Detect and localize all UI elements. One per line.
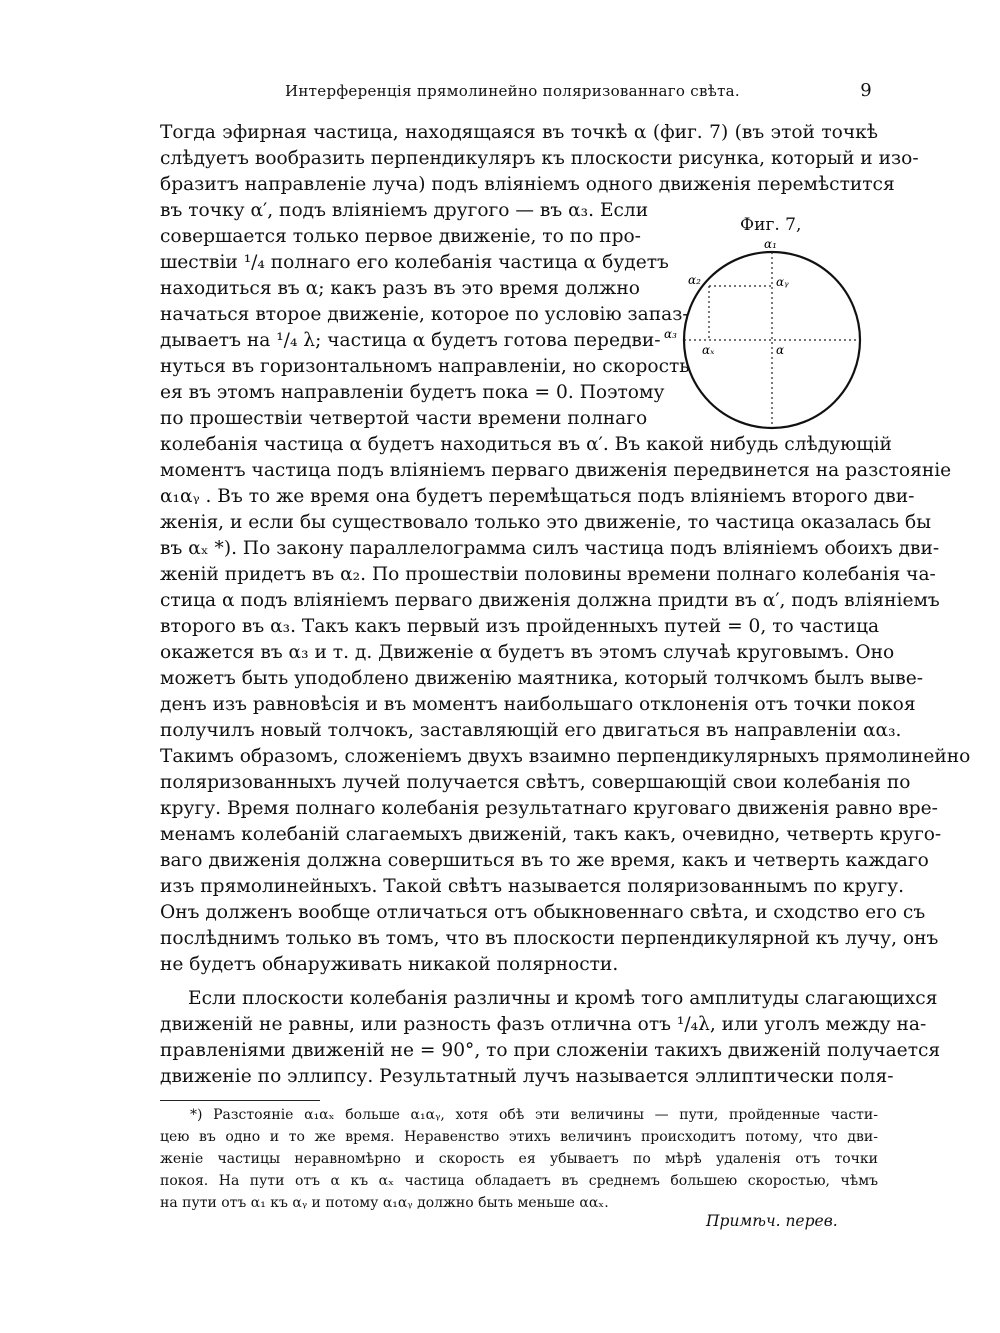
body-line: поляризованныхъ лучей получается свѣтъ, совершающій свои колебанія по	[160, 772, 911, 793]
header-title: Интерференція прямолинейно поляризованнаго свѣта.	[285, 82, 740, 100]
body-line: дываетъ на ¹/₄ λ; частица α будетъ готова передви-	[160, 330, 661, 351]
label-a2: α₂	[688, 273, 701, 287]
body-line: колебанія частица α будетъ находиться въ α′. Въ какой нибудь слѣдующій	[160, 434, 892, 455]
footnote-line: на пути отъ α₁ къ αᵧ и потому α₁αᵧ должно быть меньше ααₓ.	[160, 1195, 609, 1211]
footnote-line: цею въ одно и то же время. Неравенство этихъ величинъ происходитъ потому, что дви-	[160, 1129, 878, 1145]
label-a: α	[776, 343, 785, 357]
body-line: въ точку α′, подъ вліяніемъ другого — въ α₃. Если	[160, 200, 649, 221]
body-line: моментъ частица подъ вліяніемъ перваго движенія передвинется на разстояніе	[160, 460, 952, 481]
body-line: начаться второе движеніе, которое по условію запаз-	[160, 304, 689, 325]
body-line: движеніе по эллипсу. Результатный лучъ называется эллиптически поля-	[160, 1066, 894, 1087]
body-line: кругу. Время полнаго колебанія результатнаго круговаго движенія равно вре-	[160, 798, 938, 819]
footnote-line: *) Разстояніе α₁αₓ больше α₁αᵧ, хотя обѣ эти величины — пути, пройденные части-	[190, 1107, 878, 1123]
running-header	[160, 80, 878, 110]
label-ax: αₓ	[702, 343, 715, 357]
body-line: послѣднимъ только въ томъ, что въ плоскости перпендикулярной къ лучу, онъ	[160, 928, 939, 949]
label-a1: α₁	[764, 237, 777, 251]
body-line: слѣдуетъ вообразить перпендикуляръ къ плоскости рисунка, который и изо-	[160, 148, 919, 169]
body-line: шествіи ¹/₄ полнаго его колебанія частица α будетъ	[160, 252, 669, 273]
body-line: второго въ α₃. Такъ какъ первый изъ пройденныхъ путей = 0, то частица	[160, 616, 880, 637]
body-line: можетъ быть уподоблено движенію маятника, который толчкомъ былъ выве-	[160, 668, 923, 689]
body-line: правленіями движеній не = 90°, то при сложеніи такихъ движеній получается	[160, 1040, 941, 1061]
footnote-line: женіе частицы неравномѣрно и скорость ея убываетъ по мѣрѣ удаленія отъ точки	[160, 1151, 878, 1167]
footnote-rule	[160, 1100, 320, 1101]
label-a3: α₃	[664, 327, 677, 341]
body-line: бразитъ направленіе луча) подъ вліяніемъ одного движенія перемѣстится	[160, 174, 895, 195]
label-ay: αᵧ	[776, 275, 789, 289]
figure-caption: Фиг. 7,	[740, 215, 802, 235]
body-line: не будетъ обнаруживать никакой полярности.	[160, 954, 619, 975]
body-line: нуться въ горизонтальномъ направленіи, но скорость	[160, 356, 690, 377]
body-line: окажется въ α₃ и т. д. Движеніе α будетъ въ этомъ случаѣ круговымъ. Оно	[160, 642, 895, 663]
figure-7-circle-diagram	[660, 210, 880, 460]
body-line: Такимъ образомъ, сложеніемъ двухъ взаимно перпендикулярныхъ прямолинейно	[160, 746, 971, 767]
body-line: женія, и если бы существовало только это движеніе, то частица оказалась бы	[160, 512, 932, 533]
body-line: женій придетъ въ α₂. По прошествіи половины времени полнаго колебанія ча-	[160, 564, 936, 585]
body-line: ваго движенія должна совершиться въ то же время, какъ и четверть каждаго	[160, 850, 929, 871]
body-line: по прошествіи четвертой части времени полнаго	[160, 408, 648, 429]
body-line: Тогда эфирная частица, находящаяся въ точкѣ α (фиг. 7) (въ этой точкѣ	[160, 122, 878, 143]
body-line: менамъ колебаній слагаемыхъ движеній, такъ какъ, очевидно, четверть круго-	[160, 824, 942, 845]
body-line: ея въ этомъ направленіи будетъ пока = 0. Поэтому	[160, 382, 665, 403]
body-line: Онъ долженъ вообще отличаться отъ обыкновеннаго свѣта, и сходство его съ	[160, 902, 926, 923]
translator-note-signature: Примѣч. перев.	[706, 1212, 838, 1230]
body-line: денъ изъ равновѣсія и въ моментъ наибольшаго отклоненія отъ точки покоя	[160, 694, 916, 715]
body-line: изъ прямолинейныхъ. Такой свѣтъ называется поляризованнымъ по кругу.	[160, 876, 904, 897]
body-line: стица α подъ вліяніемъ перваго движенія должна придти въ α′, подъ вліяніемъ	[160, 590, 940, 611]
body-line: совершается только первое движеніе, то по про-	[160, 226, 641, 247]
page-number: 9	[860, 80, 872, 101]
body-line: находиться въ α; какъ разъ въ это время должно	[160, 278, 640, 299]
body-line: α₁αᵧ . Въ то же время она будетъ перемѣщаться подъ вліяніемъ второго дви-	[160, 486, 915, 507]
footnote-line: покоя. На пути отъ α къ αₓ частица обладаетъ въ среднемъ большею скоростью, чѣмъ	[160, 1173, 878, 1189]
body-line: въ αₓ *). По закону параллелограмма силъ частица подъ вліяніемъ обоихъ дви-	[160, 538, 940, 559]
body-line: получилъ новый толчокъ, заставляющій его двигаться въ направленіи αα₃.	[160, 720, 902, 741]
body-line: движеній не равны, или разность фазъ отлична отъ ¹/₄λ, или уголъ между на-	[160, 1014, 927, 1035]
body-line: Если плоскости колебанія различны и кромѣ того амплитуды слагающихся	[188, 988, 938, 1009]
